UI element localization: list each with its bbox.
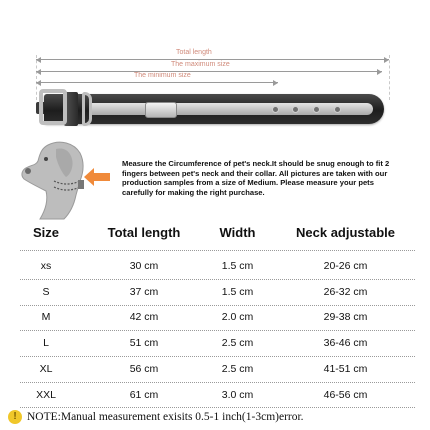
collar-d-ring: [82, 92, 92, 126]
size-cell: XXL: [36, 389, 56, 401]
table-row: [0, 305, 430, 329]
neck-cell: 36-46 cm: [323, 337, 368, 349]
table-row: [0, 280, 430, 304]
total-length-label: Total length: [176, 49, 212, 56]
size-cell: S: [42, 286, 50, 298]
width-cell: 1.5 cm: [221, 260, 254, 272]
note-text: NOTE:Manual measurement exisits 0.5-1 inch(1-3cm)error.: [27, 411, 304, 423]
total-length-line: [36, 59, 389, 60]
length-cell: 51 cm: [129, 337, 159, 349]
width-cell: 2.5 cm: [221, 363, 254, 375]
size-cell: xs: [40, 260, 52, 272]
table-row: [0, 331, 430, 355]
collar-hole: [334, 106, 341, 113]
arrow-icon: [84, 168, 110, 186]
size-cell: M: [41, 311, 51, 323]
neck-cell: 29-38 cm: [323, 311, 368, 323]
col-header-width: Width: [219, 225, 256, 240]
length-cell: 42 cm: [129, 311, 159, 323]
width-cell: 2.0 cm: [221, 311, 254, 323]
length-cell: 37 cm: [129, 286, 159, 298]
width-cell: 1.5 cm: [221, 286, 254, 298]
neck-cell: 41-51 cm: [323, 363, 368, 375]
width-cell: 2.5 cm: [221, 337, 254, 349]
table-row: [0, 383, 430, 407]
table-row: [0, 357, 430, 381]
length-cell: 56 cm: [129, 363, 159, 375]
guide-right: [389, 55, 390, 100]
collar-hole: [292, 106, 299, 113]
collar-reflective-stripe: [90, 103, 373, 115]
size-cell: XL: [39, 363, 53, 375]
measurement-note: [8, 408, 304, 426]
col-header-total-length: Total length: [107, 225, 181, 240]
warning-icon: !: [8, 410, 22, 424]
collar-buckle: [39, 89, 67, 125]
min-size-label: The minimum size: [134, 72, 191, 79]
neck-cell: 26-32 cm: [323, 286, 368, 298]
measurement-instruction: Measure the Circumference of pet's neck.It should be snug enough to fit 2 fingers between pet's neck and their collar. All pictures are taken with our production samples from a size of Medium. Please measure your pets carefully for making the right purchase.: [122, 159, 390, 197]
collar-name-plate: [145, 102, 177, 118]
size-cell: L: [43, 337, 49, 349]
length-cell: 30 cm: [129, 260, 159, 272]
col-header-size: Size: [32, 225, 59, 240]
col-header-neck-adjustable: Neck adjustable: [296, 225, 395, 240]
max-size-line: [36, 71, 382, 72]
max-size-label: The maximum size: [171, 61, 230, 68]
length-cell: 61 cm: [129, 389, 159, 401]
neck-cell: 20-26 cm: [323, 260, 368, 272]
neck-cell: 46-56 cm: [323, 389, 368, 401]
collar-hole: [272, 106, 279, 113]
table-row: [0, 254, 430, 278]
width-cell: 3.0 cm: [221, 389, 254, 401]
collar-hole: [313, 106, 320, 113]
min-size-line: [36, 82, 278, 83]
table-separator: [20, 250, 415, 251]
